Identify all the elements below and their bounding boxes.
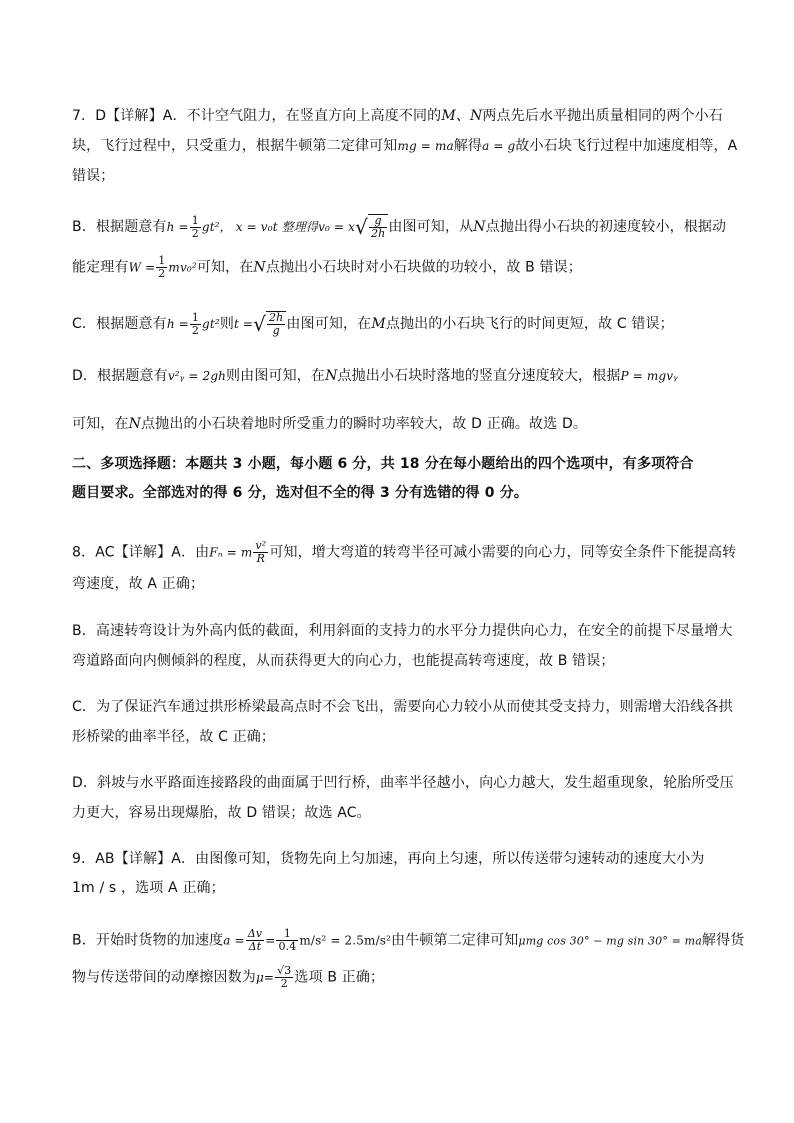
frac-den: 2 bbox=[280, 977, 288, 990]
text: B．根据题意有 bbox=[72, 219, 167, 235]
text: 形桥梁的曲率半径，故 C 正确； bbox=[72, 729, 276, 745]
text: 9．AB【详解】A．由图像可知，货物先向上匀加速，再向上匀速，所以传送带匀速转动的速度大小为 bbox=[72, 851, 705, 867]
fraction bbox=[276, 928, 298, 953]
text: 题目要求。全部选对的得 6 分，选对但不全的得 3 分有选错的得 0 分。 bbox=[72, 485, 529, 501]
fraction bbox=[156, 255, 167, 280]
frac-den: g bbox=[272, 324, 280, 337]
math: mv₀² bbox=[168, 260, 197, 275]
text: 能定理有 bbox=[72, 259, 129, 276]
q8-c-line-1 bbox=[72, 697, 732, 717]
frac-num: √3 bbox=[277, 964, 292, 977]
math-mn: M、N bbox=[441, 108, 483, 124]
text: 力更大，容易出现爆胎，故 D 错误；故选 AC。 bbox=[72, 805, 371, 821]
math: gt² bbox=[202, 317, 220, 331]
math: a = bbox=[223, 933, 245, 948]
text: 解得货 bbox=[701, 932, 745, 949]
q7-line-2 bbox=[72, 136, 738, 156]
frac-den: 2 bbox=[191, 323, 200, 337]
q9-b-line-1 bbox=[72, 927, 745, 953]
math: μmg cos 30° − mg sin 30° = ma bbox=[518, 934, 702, 948]
math: M bbox=[371, 316, 386, 332]
q8-b-line-1 bbox=[72, 621, 732, 641]
math: N bbox=[325, 368, 338, 384]
q7-b-line-1 bbox=[72, 214, 732, 240]
text: 点抛出小石块时落地的竖直分速度较大，根据 bbox=[337, 368, 621, 384]
sqrt: √ $\frac{g}{2h}$ bbox=[355, 214, 388, 240]
frac-num: g bbox=[369, 215, 387, 228]
math: N bbox=[128, 416, 142, 432]
q8-d-line-1 bbox=[72, 773, 732, 793]
text: 8．AC【详解】A．由 bbox=[72, 544, 210, 561]
math: t = bbox=[233, 317, 254, 331]
text: 错误； bbox=[72, 168, 115, 184]
sqrt: √ $\frac{2h}{g}$ bbox=[253, 311, 286, 337]
text: 故小石块飞行过程中加速度相等，A bbox=[515, 138, 738, 154]
math: ， x = v₀t 整理得 bbox=[219, 220, 319, 234]
text: B．高速转弯设计为外高内低的截面，利用斜面的支持力的水平分力提供向心力，在安全的前提下尽量增大 bbox=[72, 623, 733, 639]
text: 则 bbox=[219, 316, 234, 332]
q7-b-line-2 bbox=[72, 255, 732, 280]
text: 两点先后水平抛出质量相同的两个小石 bbox=[482, 108, 723, 124]
text: 由图可知，在 bbox=[286, 316, 372, 332]
text: 解得 bbox=[453, 138, 483, 154]
math: N bbox=[253, 259, 266, 276]
math: m/s² = 2.5m/s² bbox=[299, 933, 392, 948]
frac-den: 0.4 bbox=[278, 940, 297, 953]
text: 点抛出得小石块的初速度较小，根据动 bbox=[485, 219, 727, 235]
q8-a-line-1 bbox=[72, 539, 737, 565]
frac-den: 2 bbox=[191, 226, 199, 240]
math: h = bbox=[166, 317, 189, 331]
text: 1m / s ，选项 A 正确； bbox=[72, 880, 225, 896]
math: v₀ = x bbox=[318, 220, 356, 234]
math: μ= bbox=[255, 970, 275, 985]
frac-num: Δv bbox=[247, 927, 263, 940]
text: 可知，在 bbox=[72, 416, 129, 432]
math: W = bbox=[128, 260, 156, 275]
frac-num: 1 bbox=[191, 310, 200, 324]
text: 物与传送带间的动摩擦因数为 bbox=[72, 969, 256, 986]
text: 点抛出小石块时对小石块做的功较小，故 B 错误； bbox=[265, 259, 582, 276]
fraction bbox=[190, 312, 201, 337]
q9-b-line-2 bbox=[72, 965, 732, 990]
fraction bbox=[246, 928, 264, 953]
q9-a-line-1 bbox=[72, 849, 732, 869]
q9-a-line-2 bbox=[72, 878, 732, 898]
q7-line-1 bbox=[72, 106, 732, 126]
fraction bbox=[190, 215, 201, 240]
q7-d-line-1 bbox=[72, 366, 732, 386]
frac-den: R bbox=[256, 552, 266, 565]
math: N bbox=[473, 219, 486, 235]
math: gt² bbox=[201, 220, 220, 234]
frac-num: v² bbox=[255, 539, 267, 552]
text: D．根据题意有 bbox=[72, 368, 168, 384]
frac-den: 2h bbox=[370, 227, 386, 240]
q8-b-line-2 bbox=[72, 651, 732, 671]
fraction bbox=[369, 215, 387, 240]
text: 由牛顿第二定律可知 bbox=[391, 932, 519, 949]
math: v²ᵧ = 2gh bbox=[167, 369, 227, 383]
text: 可知，增大弯道的转弯半径可减小需要的向心力，同等安全条件下能提高转 bbox=[269, 544, 737, 561]
q8-d-line-2 bbox=[72, 803, 732, 823]
text: 7．D【详解】A．不计空气阻力，在竖直方向上高度不同的 bbox=[72, 108, 442, 124]
text: 弯速度，故 A 正确； bbox=[72, 576, 205, 592]
text: C．为了保证汽车通过拱形桥梁最高点时不会飞出，需要向心力较小从而使其受支持力，则需增大沿线各拱 bbox=[72, 699, 733, 715]
text: B．开始时货物的加速度 bbox=[72, 932, 224, 949]
math-a-g: a = g bbox=[482, 139, 516, 153]
q8-c-line-2 bbox=[72, 727, 732, 747]
text: 选项 B 正确； bbox=[294, 969, 385, 986]
text: 则由图可知，在 bbox=[226, 368, 326, 384]
text: 块，飞行过程中，只受重力，根据牛顿第二定律可知 bbox=[72, 138, 398, 154]
frac-num: 1 bbox=[191, 213, 199, 227]
math-mg-ma: mg = ma bbox=[397, 139, 454, 153]
math: = bbox=[265, 933, 276, 948]
q8-a-line-2 bbox=[72, 574, 732, 594]
fraction bbox=[253, 540, 268, 565]
frac-num: 2h bbox=[269, 311, 284, 324]
text: 点抛出的小石块飞行的时间更短，故 C 错误； bbox=[385, 316, 674, 332]
section-2-heading-2 bbox=[72, 483, 732, 503]
math: P = mgvᵧ bbox=[620, 369, 678, 383]
q7-d-line-2 bbox=[72, 414, 732, 434]
q7-line-3 bbox=[72, 166, 732, 186]
section-2-heading-1 bbox=[72, 454, 732, 474]
text: 由图可知，从 bbox=[388, 219, 474, 235]
text: 二、多项选择题：本题共 3 小题，每小题 6 分，共 18 分在每小题给出的四个选项中，有多项符合 bbox=[72, 456, 694, 472]
text: 可知，在 bbox=[196, 259, 254, 276]
math: Fₙ = m bbox=[209, 545, 253, 560]
frac-den: Δt bbox=[248, 940, 262, 953]
text: 弯道路面向内侧倾斜的程度，从而获得更大的向心力，也能提高转弯速度，故 B 错误； bbox=[72, 653, 615, 669]
text: D．斜坡与水平路面连接路段的曲面属于凹行桥，曲率半径越小，向心力越大，发生超重现象，轮胎所受压 bbox=[72, 775, 734, 791]
frac-num: 1 bbox=[158, 254, 166, 267]
math: h = bbox=[166, 220, 189, 234]
text: C．根据题意有 bbox=[72, 316, 167, 332]
frac-den: 2 bbox=[158, 267, 166, 280]
q7-c-line-1 bbox=[72, 311, 732, 337]
fraction bbox=[275, 965, 293, 990]
fraction bbox=[267, 312, 285, 337]
text: 点抛出的小石块着地时所受重力的瞬时功率较大，故 D 正确。故选 D。 bbox=[141, 416, 588, 432]
frac-num: 1 bbox=[276, 928, 298, 941]
